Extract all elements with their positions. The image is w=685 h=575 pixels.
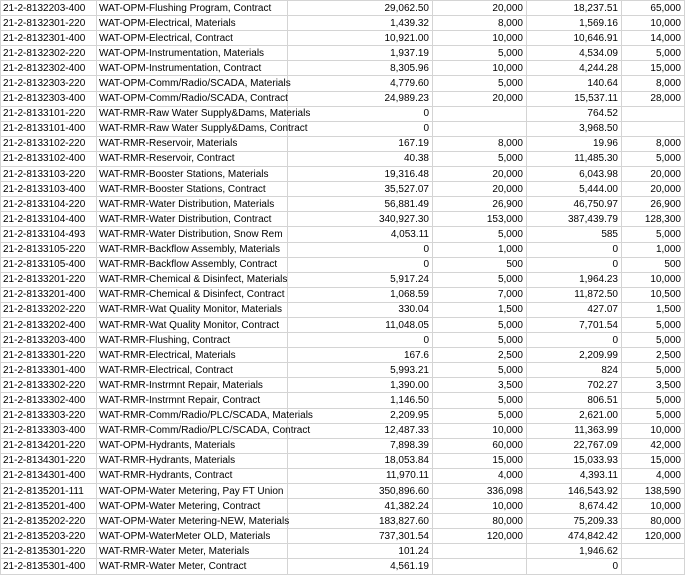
description-cell[interactable]: WAT-RMR-Water Distribution, Snow Rem — [97, 227, 288, 242]
account-number-cell[interactable]: 21-2-8133101-400 — [1, 121, 97, 136]
table-row — [1, 1, 685, 16]
description-cell[interactable]: WAT-RMR-Flushing, Contract — [97, 333, 288, 348]
amount-cell-4[interactable]: 10,500 — [622, 287, 685, 302]
amount-cell-2[interactable]: 10,000 — [433, 423, 527, 438]
description-cell[interactable]: WAT-RMR-Chemical & Disinfect, Materials — [97, 272, 288, 287]
table-row — [1, 76, 685, 91]
amount-cell-3[interactable]: 1,946.62 — [527, 544, 622, 559]
amount-cell-4[interactable]: 8,000 — [622, 76, 685, 91]
amount-cell-4[interactable]: 5,000 — [622, 46, 685, 61]
amount-cell-1[interactable]: 330.04 — [288, 302, 433, 317]
amount-cell-3[interactable]: 10,646.91 — [527, 31, 622, 46]
amount-cell-3[interactable]: 75,209.33 — [527, 514, 622, 529]
table-row — [1, 151, 685, 166]
description-cell[interactable]: WAT-RMR-Backflow Assembly, Materials — [97, 242, 288, 257]
amount-cell-3[interactable]: 1,964.23 — [527, 272, 622, 287]
table-row — [1, 272, 685, 287]
amount-cell-2[interactable]: 336,098 — [433, 484, 527, 499]
description-cell[interactable]: WAT-RMR-Water Meter, Contract — [97, 559, 288, 574]
amount-cell-3[interactable]: 11,363.99 — [527, 423, 622, 438]
amount-cell-3[interactable]: 15,033.93 — [527, 453, 622, 468]
amount-cell-2[interactable]: 120,000 — [433, 529, 527, 544]
description-cell[interactable]: WAT-RMR-Comm/Radio/PLC/SCADA, Materials — [97, 408, 288, 423]
table-row — [1, 408, 685, 423]
amount-cell-2[interactable]: 10,000 — [433, 31, 527, 46]
account-number-cell[interactable]: 21-2-8132301-400 — [1, 31, 97, 46]
amount-cell-4[interactable]: 26,900 — [622, 197, 685, 212]
account-number-cell[interactable]: 21-2-8133105-400 — [1, 257, 97, 272]
amount-cell-2[interactable] — [433, 544, 527, 559]
amount-cell-2[interactable]: 5,000 — [433, 393, 527, 408]
account-number-cell[interactable]: 21-2-8135201-400 — [1, 499, 97, 514]
amount-cell-1[interactable]: 19,316.48 — [288, 167, 433, 182]
amount-cell-4[interactable]: 5,000 — [622, 363, 685, 378]
amount-cell-3[interactable]: 764.52 — [527, 106, 622, 121]
amount-cell-4[interactable]: 5,000 — [622, 151, 685, 166]
amount-cell-4[interactable]: 1,500 — [622, 302, 685, 317]
amount-cell-4[interactable]: 120,000 — [622, 529, 685, 544]
account-number-cell[interactable]: 21-2-8135301-220 — [1, 544, 97, 559]
amount-cell-3[interactable]: 806.51 — [527, 393, 622, 408]
amount-cell-1[interactable]: 1,439.32 — [288, 16, 433, 31]
amount-cell-3[interactable]: 0 — [527, 559, 622, 574]
amount-cell-4[interactable]: 5,000 — [622, 408, 685, 423]
amount-cell-1[interactable]: 18,053.84 — [288, 453, 433, 468]
table-row — [1, 91, 685, 106]
amount-cell-2[interactable]: 5,000 — [433, 408, 527, 423]
amount-cell-4[interactable]: 5,000 — [622, 227, 685, 242]
description-cell[interactable]: WAT-OPM-Electrical, Contract — [97, 31, 288, 46]
table-row — [1, 453, 685, 468]
amount-cell-2[interactable]: 5,000 — [433, 227, 527, 242]
amount-cell-4[interactable] — [622, 559, 685, 574]
account-number-cell[interactable]: 21-2-8133105-220 — [1, 242, 97, 257]
amount-cell-2[interactable]: 5,000 — [433, 317, 527, 332]
description-cell[interactable]: WAT-RMR-Electrical, Materials — [97, 348, 288, 363]
description-cell[interactable]: WAT-OPM-Flushing Program, Contract — [97, 1, 288, 16]
amount-cell-3[interactable]: 585 — [527, 227, 622, 242]
account-number-cell[interactable]: 21-2-8133104-220 — [1, 197, 97, 212]
amount-cell-1[interactable]: 1,390.00 — [288, 378, 433, 393]
account-number-cell[interactable]: 21-2-8133202-400 — [1, 317, 97, 332]
amount-cell-3[interactable]: 1,569.16 — [527, 16, 622, 31]
table-body — [1, 1, 685, 575]
amount-cell-1[interactable]: 0 — [288, 333, 433, 348]
amount-cell-2[interactable]: 5,000 — [433, 76, 527, 91]
account-number-cell[interactable]: 21-2-8134301-220 — [1, 453, 97, 468]
amount-cell-2[interactable]: 8,000 — [433, 16, 527, 31]
amount-cell-3[interactable]: 5,444.00 — [527, 182, 622, 197]
amount-cell-4[interactable]: 10,000 — [622, 272, 685, 287]
description-cell[interactable]: WAT-OPM-Water Metering, Pay FT Union — [97, 484, 288, 499]
amount-cell-4[interactable]: 1,000 — [622, 242, 685, 257]
amount-cell-4[interactable]: 15,000 — [622, 453, 685, 468]
amount-cell-4[interactable]: 28,000 — [622, 91, 685, 106]
table-row — [1, 499, 685, 514]
amount-cell-1[interactable]: 24,989.23 — [288, 91, 433, 106]
amount-cell-4[interactable]: 10,000 — [622, 499, 685, 514]
description-cell[interactable]: WAT-OPM-Electrical, Materials — [97, 16, 288, 31]
table-row — [1, 363, 685, 378]
amount-cell-1[interactable]: 1,937.19 — [288, 46, 433, 61]
amount-cell-4[interactable]: 20,000 — [622, 182, 685, 197]
description-cell[interactable]: WAT-RMR-Reservoir, Materials — [97, 136, 288, 151]
amount-cell-3[interactable]: 4,244.28 — [527, 61, 622, 76]
description-cell[interactable]: WAT-RMR-Water Meter, Materials — [97, 544, 288, 559]
table-row — [1, 468, 685, 483]
amount-cell-3[interactable]: 15,537.11 — [527, 91, 622, 106]
description-cell[interactable]: WAT-RMR-Booster Stations, Contract — [97, 182, 288, 197]
account-number-cell[interactable]: 21-2-8133302-400 — [1, 393, 97, 408]
amount-cell-2[interactable]: 26,900 — [433, 197, 527, 212]
amount-cell-2[interactable]: 60,000 — [433, 438, 527, 453]
amount-cell-1[interactable]: 737,301.54 — [288, 529, 433, 544]
table-row — [1, 61, 685, 76]
amount-cell-1[interactable]: 2,209.95 — [288, 408, 433, 423]
account-number-cell[interactable]: 21-2-8132303-220 — [1, 76, 97, 91]
amount-cell-2[interactable]: 1,000 — [433, 242, 527, 257]
table-row — [1, 31, 685, 46]
amount-cell-1[interactable]: 11,970.11 — [288, 468, 433, 483]
amount-cell-2[interactable] — [433, 121, 527, 136]
account-number-cell[interactable]: 21-2-8133104-493 — [1, 227, 97, 242]
amount-cell-2[interactable]: 500 — [433, 257, 527, 272]
amount-cell-3[interactable]: 702.27 — [527, 378, 622, 393]
description-cell[interactable]: WAT-OPM-Water Metering-NEW, Materials — [97, 514, 288, 529]
amount-cell-1[interactable]: 0 — [288, 242, 433, 257]
amount-cell-4[interactable]: 8,000 — [622, 136, 685, 151]
table-row — [1, 287, 685, 302]
amount-cell-4[interactable]: 2,500 — [622, 348, 685, 363]
amount-cell-3[interactable]: 8,674.42 — [527, 499, 622, 514]
table-row — [1, 121, 685, 136]
description-cell[interactable]: WAT-RMR-Reservoir, Contract — [97, 151, 288, 166]
description-cell[interactable]: WAT-OPM-Comm/Radio/SCADA, Contract — [97, 91, 288, 106]
table-row — [1, 257, 685, 272]
amount-cell-2[interactable]: 5,000 — [433, 272, 527, 287]
table-row — [1, 197, 685, 212]
amount-cell-1[interactable]: 167.19 — [288, 136, 433, 151]
amount-cell-2[interactable]: 10,000 — [433, 499, 527, 514]
table-row — [1, 559, 685, 574]
account-number-cell[interactable]: 21-2-8133103-220 — [1, 167, 97, 182]
amount-cell-2[interactable]: 5,000 — [433, 46, 527, 61]
amount-cell-2[interactable]: 80,000 — [433, 514, 527, 529]
amount-cell-2[interactable]: 20,000 — [433, 182, 527, 197]
amount-cell-1[interactable]: 10,921.00 — [288, 31, 433, 46]
amount-cell-3[interactable]: 824 — [527, 363, 622, 378]
amount-cell-3[interactable]: 19.96 — [527, 136, 622, 151]
amount-cell-3[interactable]: 18,237.51 — [527, 1, 622, 16]
account-number-cell[interactable]: 21-2-8133103-400 — [1, 182, 97, 197]
amount-cell-1[interactable]: 340,927.30 — [288, 212, 433, 227]
amount-cell-2[interactable]: 10,000 — [433, 61, 527, 76]
amount-cell-1[interactable]: 1,068.59 — [288, 287, 433, 302]
account-number-cell[interactable]: 21-2-8133303-400 — [1, 423, 97, 438]
amount-cell-4[interactable] — [622, 121, 685, 136]
table-row — [1, 317, 685, 332]
amount-cell-3[interactable]: 11,485.30 — [527, 151, 622, 166]
table-row — [1, 46, 685, 61]
amount-cell-4[interactable]: 42,000 — [622, 438, 685, 453]
amount-cell-3[interactable]: 427.07 — [527, 302, 622, 317]
amount-cell-2[interactable]: 5,000 — [433, 363, 527, 378]
description-cell[interactable]: WAT-RMR-Hydrants, Contract — [97, 468, 288, 483]
amount-cell-3[interactable]: 0 — [527, 242, 622, 257]
amount-cell-2[interactable]: 3,500 — [433, 378, 527, 393]
account-number-cell[interactable]: 21-2-8135202-220 — [1, 514, 97, 529]
description-cell[interactable]: WAT-OPM-Instrumentation, Contract — [97, 61, 288, 76]
amount-cell-1[interactable]: 56,881.49 — [288, 197, 433, 212]
account-number-cell[interactable]: 21-2-8135203-220 — [1, 529, 97, 544]
amount-cell-3[interactable]: 7,701.54 — [527, 317, 622, 332]
amount-cell-4[interactable]: 80,000 — [622, 514, 685, 529]
table-row — [1, 529, 685, 544]
description-cell[interactable]: WAT-RMR-Comm/Radio/PLC/SCADA, Contract — [97, 423, 288, 438]
amount-cell-1[interactable]: 0 — [288, 106, 433, 121]
amount-cell-4[interactable]: 138,590 — [622, 484, 685, 499]
amount-cell-4[interactable]: 65,000 — [622, 1, 685, 16]
table-row — [1, 423, 685, 438]
account-number-cell[interactable]: 21-2-8133102-220 — [1, 136, 97, 151]
table-row — [1, 106, 685, 121]
amount-cell-3[interactable]: 2,209.99 — [527, 348, 622, 363]
amount-cell-4[interactable] — [622, 544, 685, 559]
amount-cell-1[interactable]: 4,053.11 — [288, 227, 433, 242]
amount-cell-3[interactable]: 4,393.11 — [527, 468, 622, 483]
amount-cell-2[interactable]: 153,000 — [433, 212, 527, 227]
description-cell[interactable]: WAT-RMR-Electrical, Contract — [97, 363, 288, 378]
account-number-cell[interactable]: 21-2-8133201-220 — [1, 272, 97, 287]
amount-cell-2[interactable]: 5,000 — [433, 333, 527, 348]
description-cell[interactable]: WAT-RMR-Water Distribution, Contract — [97, 212, 288, 227]
amount-cell-1[interactable]: 8,305.96 — [288, 61, 433, 76]
amount-cell-4[interactable]: 10,000 — [622, 423, 685, 438]
amount-cell-3[interactable]: 0 — [527, 333, 622, 348]
account-number-cell[interactable]: 21-2-8133102-400 — [1, 151, 97, 166]
amount-cell-2[interactable]: 15,000 — [433, 453, 527, 468]
account-number-cell[interactable]: 21-2-8132303-400 — [1, 91, 97, 106]
amount-cell-1[interactable]: 4,779.60 — [288, 76, 433, 91]
amount-cell-3[interactable]: 146,543.92 — [527, 484, 622, 499]
amount-cell-3[interactable]: 2,621.00 — [527, 408, 622, 423]
amount-cell-4[interactable]: 500 — [622, 257, 685, 272]
amount-cell-4[interactable]: 20,000 — [622, 167, 685, 182]
amount-cell-4[interactable]: 5,000 — [622, 317, 685, 332]
account-number-cell[interactable]: 21-2-8135301-400 — [1, 559, 97, 574]
amount-cell-3[interactable]: 0 — [527, 257, 622, 272]
amount-cell-1[interactable]: 5,993.21 — [288, 363, 433, 378]
account-number-cell[interactable]: 21-2-8133202-220 — [1, 302, 97, 317]
amount-cell-3[interactable]: 46,750.97 — [527, 197, 622, 212]
account-number-cell[interactable]: 21-2-8133101-220 — [1, 106, 97, 121]
description-cell[interactable]: WAT-RMR-Backflow Assembly, Contract — [97, 257, 288, 272]
amount-cell-1[interactable]: 167.6 — [288, 348, 433, 363]
table-row — [1, 242, 685, 257]
amount-cell-4[interactable]: 5,000 — [622, 333, 685, 348]
amount-cell-4[interactable]: 128,300 — [622, 212, 685, 227]
amount-cell-1[interactable]: 5,917.24 — [288, 272, 433, 287]
amount-cell-1[interactable]: 350,896.60 — [288, 484, 433, 499]
amount-cell-4[interactable] — [622, 106, 685, 121]
description-cell[interactable]: WAT-RMR-Instrmnt Repair, Materials — [97, 378, 288, 393]
amount-cell-1[interactable]: 101.24 — [288, 544, 433, 559]
amount-cell-1[interactable]: 183,827.60 — [288, 514, 433, 529]
amount-cell-4[interactable]: 14,000 — [622, 31, 685, 46]
amount-cell-1[interactable]: 29,062.50 — [288, 1, 433, 16]
amount-cell-4[interactable]: 15,000 — [622, 61, 685, 76]
table-row — [1, 136, 685, 151]
table-row — [1, 212, 685, 227]
amount-cell-3[interactable]: 3,968.50 — [527, 121, 622, 136]
description-cell[interactable]: WAT-OPM-Comm/Radio/SCADA, Materials — [97, 76, 288, 91]
table-row — [1, 514, 685, 529]
amount-cell-3[interactable]: 22,767.09 — [527, 438, 622, 453]
table-row — [1, 182, 685, 197]
account-number-cell[interactable]: 21-2-8133203-400 — [1, 333, 97, 348]
amount-cell-1[interactable]: 7,898.39 — [288, 438, 433, 453]
amount-cell-2[interactable]: 20,000 — [433, 91, 527, 106]
table-row — [1, 544, 685, 559]
account-number-cell[interactable]: 21-2-8134201-220 — [1, 438, 97, 453]
table-row — [1, 333, 685, 348]
amount-cell-1[interactable]: 4,561.19 — [288, 559, 433, 574]
description-cell[interactable]: WAT-RMR-Water Distribution, Materials — [97, 197, 288, 212]
amount-cell-1[interactable]: 41,382.24 — [288, 499, 433, 514]
amount-cell-1[interactable]: 11,048.05 — [288, 317, 433, 332]
account-number-cell[interactable]: 21-2-8133301-400 — [1, 363, 97, 378]
amount-cell-1[interactable]: 0 — [288, 121, 433, 136]
amount-cell-3[interactable]: 387,439.79 — [527, 212, 622, 227]
description-cell[interactable]: WAT-RMR-Booster Stations, Materials — [97, 167, 288, 182]
account-number-cell[interactable]: 21-2-8133303-220 — [1, 408, 97, 423]
amount-cell-2[interactable]: 4,000 — [433, 468, 527, 483]
table-row — [1, 378, 685, 393]
account-number-cell[interactable]: 21-2-8135201-111 — [1, 484, 97, 499]
table-row — [1, 16, 685, 31]
amount-cell-1[interactable]: 12,487.33 — [288, 423, 433, 438]
amount-cell-2[interactable]: 8,000 — [433, 136, 527, 151]
account-number-cell[interactable]: 21-2-8133104-400 — [1, 212, 97, 227]
amount-cell-3[interactable]: 6,043.98 — [527, 167, 622, 182]
table-row — [1, 302, 685, 317]
account-number-cell[interactable]: 21-2-8133302-220 — [1, 378, 97, 393]
amount-cell-2[interactable]: 7,000 — [433, 287, 527, 302]
amount-cell-1[interactable]: 1,146.50 — [288, 393, 433, 408]
table-row — [1, 348, 685, 363]
account-number-cell[interactable]: 21-2-8133301-220 — [1, 348, 97, 363]
description-cell[interactable]: WAT-OPM-WaterMeter OLD, Materials — [97, 529, 288, 544]
description-cell[interactable]: WAT-RMR-Instrmnt Repair, Contract — [97, 393, 288, 408]
amount-cell-1[interactable]: 35,527.07 — [288, 182, 433, 197]
amount-cell-4[interactable]: 4,000 — [622, 468, 685, 483]
description-cell[interactable]: WAT-RMR-Raw Water Supply&Dams, Contract — [97, 121, 288, 136]
description-cell[interactable]: WAT-OPM-Hydrants, Materials — [97, 438, 288, 453]
amount-cell-2[interactable]: 20,000 — [433, 1, 527, 16]
table-row — [1, 438, 685, 453]
description-cell[interactable]: WAT-OPM-Instrumentation, Materials — [97, 46, 288, 61]
description-cell[interactable]: WAT-RMR-Hydrants, Materials — [97, 453, 288, 468]
table-row — [1, 167, 685, 182]
account-number-cell[interactable]: 21-2-8134301-400 — [1, 468, 97, 483]
description-cell[interactable]: WAT-RMR-Wat Quality Monitor, Materials — [97, 302, 288, 317]
amount-cell-3[interactable]: 4,534.09 — [527, 46, 622, 61]
account-number-cell[interactable]: 21-2-8133201-400 — [1, 287, 97, 302]
description-cell[interactable]: WAT-RMR-Wat Quality Monitor, Contract — [97, 317, 288, 332]
description-cell[interactable]: WAT-RMR-Raw Water Supply&Dams, Materials — [97, 106, 288, 121]
amount-cell-2[interactable]: 5,000 — [433, 151, 527, 166]
amount-cell-3[interactable]: 140.64 — [527, 76, 622, 91]
amount-cell-1[interactable]: 0 — [288, 257, 433, 272]
account-number-cell[interactable]: 21-2-8132301-220 — [1, 16, 97, 31]
table-row — [1, 484, 685, 499]
table-row — [1, 393, 685, 408]
description-cell[interactable]: WAT-OPM-Water Metering, Contract — [97, 499, 288, 514]
description-cell[interactable]: WAT-RMR-Chemical & Disinfect, Contract — [97, 287, 288, 302]
amount-cell-2[interactable]: 1,500 — [433, 302, 527, 317]
amount-cell-2[interactable]: 20,000 — [433, 167, 527, 182]
amount-cell-2[interactable] — [433, 559, 527, 574]
amount-cell-2[interactable]: 2,500 — [433, 348, 527, 363]
account-number-cell[interactable]: 21-2-8132302-400 — [1, 61, 97, 76]
amount-cell-1[interactable]: 40.38 — [288, 151, 433, 166]
table-row — [1, 227, 685, 242]
amount-cell-4[interactable]: 5,000 — [622, 393, 685, 408]
amount-cell-3[interactable]: 11,872.50 — [527, 287, 622, 302]
account-number-cell[interactable]: 21-2-8132302-220 — [1, 46, 97, 61]
amount-cell-3[interactable]: 474,842.42 — [527, 529, 622, 544]
amount-cell-2[interactable] — [433, 106, 527, 121]
amount-cell-4[interactable]: 10,000 — [622, 16, 685, 31]
account-number-cell[interactable]: 21-2-8132203-400 — [1, 1, 97, 16]
amount-cell-4[interactable]: 3,500 — [622, 378, 685, 393]
